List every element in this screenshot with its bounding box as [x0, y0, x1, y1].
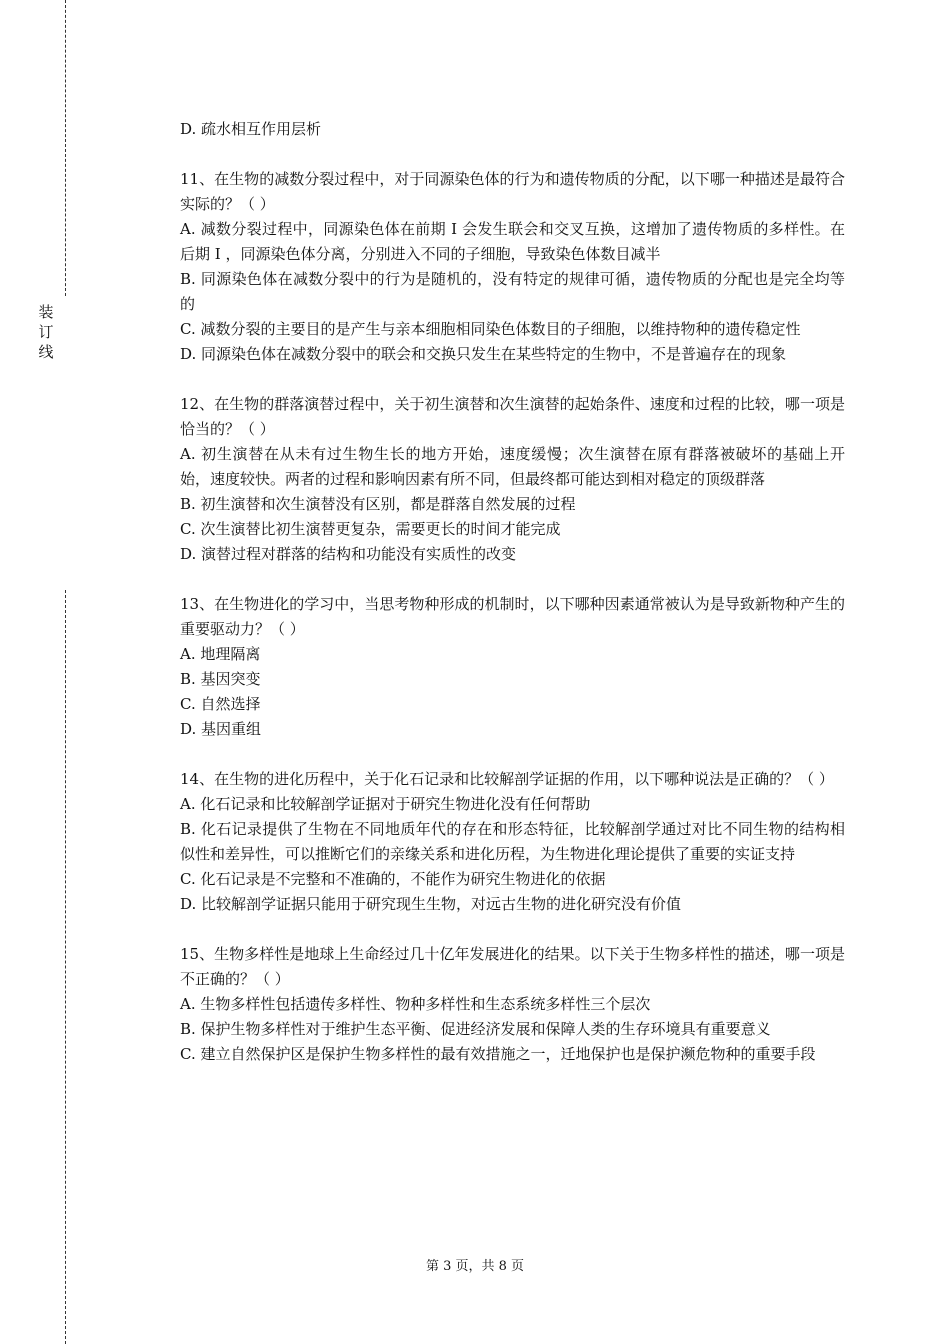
question-stem: 15、生物多样性是地球上生命经过几十亿年发展进化的结果。以下关于生物多样性的描述，哪一项是不正确的？（ ）	[180, 945, 845, 988]
option-c: C. 次生演替比初生演替更复杂，需要更长的时间才能完成	[180, 520, 561, 538]
option-a: A. 生物多样性包括遗传多样性、物种多样性和生态系统多样性三个层次	[180, 995, 651, 1013]
option-c: C. 建立自然保护区是保护生物多样性的最有效措施之一，迁地保护也是保护濒危物种的重要手段	[180, 1045, 816, 1063]
option-d: D. 比较解剖学证据只能用于研究现生生物，对远古生物的进化研究没有价值	[180, 895, 682, 913]
question-14	[180, 767, 845, 917]
binding-line-bottom	[65, 590, 66, 1344]
option-d: D. 同源染色体在减数分裂中的联会和交换只发生在某些特定的生物中，不是普遍存在的现象	[180, 345, 787, 363]
question-stem: 13、在生物进化的学习中，当思考物种形成的机制时，以下哪种因素通常被认为是导致新物种产生的重要驱动力？（ ）	[180, 595, 845, 638]
question-12	[180, 392, 845, 567]
page-number: 第 3 页，共 8 页	[425, 1259, 525, 1274]
binding-char: 订	[38, 323, 54, 341]
binding-char: 线	[38, 343, 54, 361]
option-b: B. 初生演替和次生演替没有区别，都是群落自然发展的过程	[180, 495, 576, 513]
option-a: A. 减数分裂过程中，同源染色体在前期 I 会发生联会和交叉互换，这增加了遗传物质的多样性。在后期 I ，同源染色体分离，分别进入不同的子细胞，导致染色体数目减半	[180, 220, 845, 263]
binding-label	[36, 302, 56, 362]
option-d: D. 基因重组	[180, 720, 262, 738]
option-b: B. 基因突变	[180, 670, 261, 688]
question-10-tail	[180, 117, 845, 142]
option-b: B. 同源染色体在减数分裂中的行为是随机的，没有特定的规律可循，遗传物质的分配也是完全均等的	[180, 270, 845, 313]
option-a: A. 初生演替在从未有过生物生长的地方开始，速度缓慢；次生演替在原有群落被破坏的基础上开始，速度较快。两者的过程和影响因素有所不同，但最终都可能达到相对稳定的顶级群落	[180, 445, 845, 488]
question-11	[180, 167, 845, 367]
question-stem: 11、在生物的减数分裂过程中，对于同源染色体的行为和遗传物质的分配，以下哪一种描述是最符合实际的？（ ）	[180, 170, 845, 213]
binding-line-top	[65, 0, 66, 296]
option-c: C. 化石记录是不完整和不准确的，不能作为研究生物进化的依据	[180, 870, 606, 888]
option-b: B. 化石记录提供了生物在不同地质年代的存在和形态特征，比较解剖学通过对比不同生物的结构相似性和差异性，可以推断它们的亲缘关系和进化历程，为生物进化理论提供了重要的实证支持	[180, 820, 845, 863]
option-c: C. 自然选择	[180, 695, 261, 713]
question-13	[180, 592, 845, 742]
binding-char: 装	[38, 303, 54, 321]
question-stem: 12、在生物的群落演替过程中，关于初生演替和次生演替的起始条件、速度和过程的比较，哪一项是恰当的？（ ）	[180, 395, 845, 438]
option-b: B. 保护生物多样性对于维护生态平衡、促进经济发展和保障人类的生存环境具有重要意义	[180, 1020, 771, 1038]
option-d: D. 演替过程对群落的结构和功能没有实质性的改变	[180, 545, 517, 563]
option-c: C. 减数分裂的主要目的是产生与亲本细胞相同染色体数目的子细胞，以维持物种的遗传稳定性	[180, 320, 801, 338]
page-footer	[0, 1258, 950, 1276]
question-stem: 14、在生物的进化历程中，关于化石记录和比较解剖学证据的作用，以下哪种说法是正确的？（ ）	[180, 770, 834, 788]
question-15	[180, 942, 845, 1067]
question-content	[180, 117, 845, 1092]
option-a: A. 地理隔离	[180, 645, 261, 663]
option-d: D. 疏水相互作用层析	[180, 120, 322, 138]
option-a: A. 化石记录和比较解剖学证据对于研究生物进化没有任何帮助	[180, 795, 591, 813]
